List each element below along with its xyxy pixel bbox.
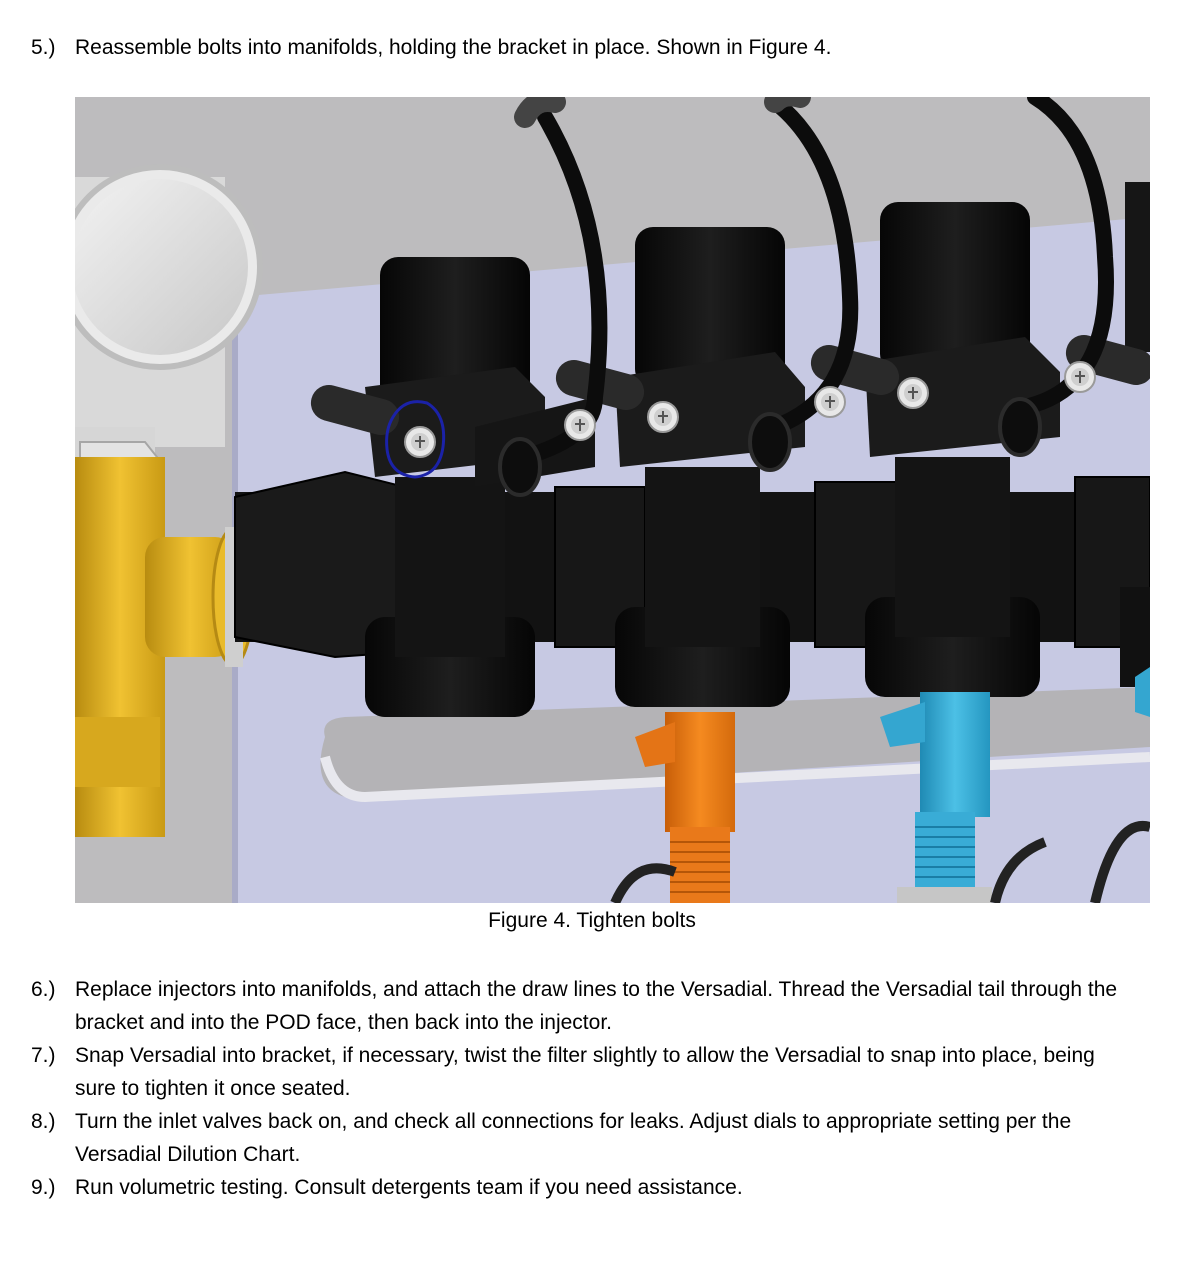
step-text: Run volumetric testing. Consult detergents team if you need assistance. bbox=[75, 1176, 743, 1199]
step-number: 8.) bbox=[31, 1110, 56, 1133]
step-7 bbox=[31, 1039, 1131, 1105]
bolt-icon bbox=[405, 427, 435, 457]
step-text: Replace injectors into manifolds, and attach the draw lines to the Versadial. Thread the Versadial tail through the bracket and into the POD face, then back into the injector. bbox=[75, 978, 1118, 1034]
step-number: 6.) bbox=[31, 978, 56, 1001]
bolt-icon bbox=[565, 410, 595, 440]
step-8 bbox=[31, 1105, 1131, 1171]
figure-caption: Figure 4. Tighten bolts bbox=[488, 909, 696, 932]
bolt-icon bbox=[1065, 362, 1095, 392]
bolt-icon bbox=[898, 378, 928, 408]
step-5 bbox=[31, 31, 1131, 64]
figure-4-manifold-illustration bbox=[75, 97, 1150, 903]
step-number: 9.) bbox=[31, 1176, 56, 1199]
step-9 bbox=[31, 1171, 1131, 1204]
instruction-list bbox=[31, 973, 1141, 1204]
step-text: Snap Versadial into bracket, if necessary, twist the filter slightly to allow the Versadial to snap into place, being sure to tighten it once seated. bbox=[75, 1044, 1095, 1100]
bolt-icon bbox=[815, 387, 845, 417]
step-number: 7.) bbox=[31, 1044, 56, 1067]
bolt-icon bbox=[648, 402, 678, 432]
step-text: Turn the inlet valves back on, and check all connections for leaks. Adjust dials to appropriate setting per the Versadial Dilution Chart. bbox=[75, 1110, 1072, 1166]
step-6 bbox=[31, 973, 1131, 1039]
step-number: 5.) bbox=[31, 36, 56, 59]
step-text: Reassemble bolts into manifolds, holding the bracket in place. Shown in Figure 4. bbox=[75, 36, 832, 59]
